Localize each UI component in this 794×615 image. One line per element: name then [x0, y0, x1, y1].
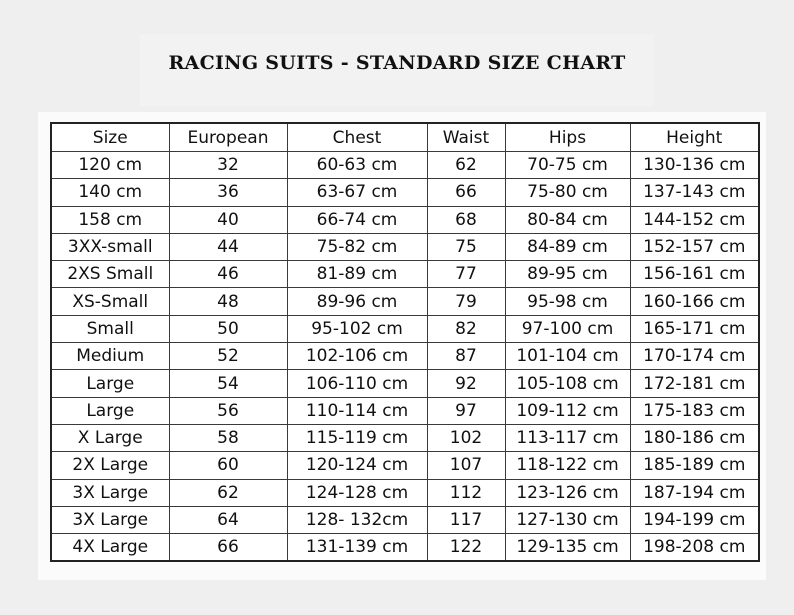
cell-height: 194-199 cm — [630, 506, 759, 533]
cell-size: 2X Large — [51, 452, 169, 479]
cell-waist: 62 — [427, 152, 505, 179]
table-row — [51, 233, 759, 260]
cell-size: X Large — [51, 424, 169, 451]
cell-height: 187-194 cm — [630, 479, 759, 506]
cell-hips: 113-117 cm — [505, 424, 630, 451]
cell-chest: 115-119 cm — [287, 424, 427, 451]
cell-waist: 117 — [427, 506, 505, 533]
table-header-row — [51, 123, 759, 152]
cell-height: 172-181 cm — [630, 370, 759, 397]
cell-hips: 70-75 cm — [505, 152, 630, 179]
table-row — [51, 206, 759, 233]
table-row — [51, 479, 759, 506]
cell-chest: 106-110 cm — [287, 370, 427, 397]
cell-hips: 105-108 cm — [505, 370, 630, 397]
cell-european: 40 — [169, 206, 287, 233]
cell-european: 46 — [169, 261, 287, 288]
cell-size: XS-Small — [51, 288, 169, 315]
cell-waist: 75 — [427, 233, 505, 260]
cell-size: 120 cm — [51, 152, 169, 179]
cell-height: 180-186 cm — [630, 424, 759, 451]
cell-waist: 87 — [427, 343, 505, 370]
cell-european: 44 — [169, 233, 287, 260]
cell-chest: 63-67 cm — [287, 179, 427, 206]
table-row — [51, 424, 759, 451]
cell-waist: 82 — [427, 315, 505, 342]
cell-waist: 68 — [427, 206, 505, 233]
cell-height: 152-157 cm — [630, 233, 759, 260]
table-row — [51, 506, 759, 533]
cell-size: 158 cm — [51, 206, 169, 233]
cell-waist: 66 — [427, 179, 505, 206]
cell-waist: 92 — [427, 370, 505, 397]
cell-waist: 79 — [427, 288, 505, 315]
column-header-hips: Hips — [505, 123, 630, 152]
cell-hips: 75-80 cm — [505, 179, 630, 206]
cell-height: 137-143 cm — [630, 179, 759, 206]
cell-size: 3X Large — [51, 479, 169, 506]
cell-european: 48 — [169, 288, 287, 315]
cell-hips: 123-126 cm — [505, 479, 630, 506]
table-row — [51, 315, 759, 342]
cell-size: 3XX-small — [51, 233, 169, 260]
table-row — [51, 534, 759, 562]
cell-waist: 112 — [427, 479, 505, 506]
column-header-height: Height — [630, 123, 759, 152]
table-row — [51, 152, 759, 179]
table-row — [51, 288, 759, 315]
table-row — [51, 179, 759, 206]
cell-size: Large — [51, 397, 169, 424]
cell-chest: 75-82 cm — [287, 233, 427, 260]
cell-hips: 95-98 cm — [505, 288, 630, 315]
cell-hips: 80-84 cm — [505, 206, 630, 233]
cell-hips: 129-135 cm — [505, 534, 630, 562]
cell-hips: 109-112 cm — [505, 397, 630, 424]
cell-height: 175-183 cm — [630, 397, 759, 424]
cell-height: 198-208 cm — [630, 534, 759, 562]
cell-size: 4X Large — [51, 534, 169, 562]
cell-height: 144-152 cm — [630, 206, 759, 233]
size-chart-table — [50, 122, 760, 562]
table-row — [51, 452, 759, 479]
cell-chest: 131-139 cm — [287, 534, 427, 562]
cell-chest: 102-106 cm — [287, 343, 427, 370]
table-body — [51, 152, 759, 562]
cell-waist: 97 — [427, 397, 505, 424]
cell-hips: 127-130 cm — [505, 506, 630, 533]
cell-european: 60 — [169, 452, 287, 479]
column-header-european: European — [169, 123, 287, 152]
cell-european: 66 — [169, 534, 287, 562]
cell-chest: 60-63 cm — [287, 152, 427, 179]
cell-hips: 84-89 cm — [505, 233, 630, 260]
cell-hips: 97-100 cm — [505, 315, 630, 342]
cell-european: 58 — [169, 424, 287, 451]
table-row — [51, 397, 759, 424]
cell-waist: 107 — [427, 452, 505, 479]
page-title: RACING SUITS - STANDARD SIZE CHART — [168, 52, 626, 74]
cell-chest: 110-114 cm — [287, 397, 427, 424]
cell-european: 62 — [169, 479, 287, 506]
cell-european: 36 — [169, 179, 287, 206]
cell-hips: 89-95 cm — [505, 261, 630, 288]
cell-european: 64 — [169, 506, 287, 533]
cell-height: 170-174 cm — [630, 343, 759, 370]
cell-hips: 101-104 cm — [505, 343, 630, 370]
cell-chest: 128- 132cm — [287, 506, 427, 533]
cell-hips: 118-122 cm — [505, 452, 630, 479]
cell-size: 140 cm — [51, 179, 169, 206]
column-header-waist: Waist — [427, 123, 505, 152]
cell-european: 52 — [169, 343, 287, 370]
cell-size: Small — [51, 315, 169, 342]
cell-chest: 89-96 cm — [287, 288, 427, 315]
cell-chest: 120-124 cm — [287, 452, 427, 479]
cell-height: 160-166 cm — [630, 288, 759, 315]
cell-size: Medium — [51, 343, 169, 370]
cell-height: 165-171 cm — [630, 315, 759, 342]
cell-waist: 77 — [427, 261, 505, 288]
table-row — [51, 343, 759, 370]
cell-european: 56 — [169, 397, 287, 424]
cell-height: 156-161 cm — [630, 261, 759, 288]
cell-european: 54 — [169, 370, 287, 397]
table-row — [51, 261, 759, 288]
cell-size: 2XS Small — [51, 261, 169, 288]
cell-size: 3X Large — [51, 506, 169, 533]
cell-chest: 124-128 cm — [287, 479, 427, 506]
cell-height: 130-136 cm — [630, 152, 759, 179]
table-row — [51, 370, 759, 397]
cell-waist: 122 — [427, 534, 505, 562]
column-header-chest: Chest — [287, 123, 427, 152]
cell-chest: 81-89 cm — [287, 261, 427, 288]
cell-european: 32 — [169, 152, 287, 179]
cell-height: 185-189 cm — [630, 452, 759, 479]
cell-waist: 102 — [427, 424, 505, 451]
cell-size: Large — [51, 370, 169, 397]
cell-chest: 95-102 cm — [287, 315, 427, 342]
cell-chest: 66-74 cm — [287, 206, 427, 233]
cell-european: 50 — [169, 315, 287, 342]
column-header-size: Size — [51, 123, 169, 152]
